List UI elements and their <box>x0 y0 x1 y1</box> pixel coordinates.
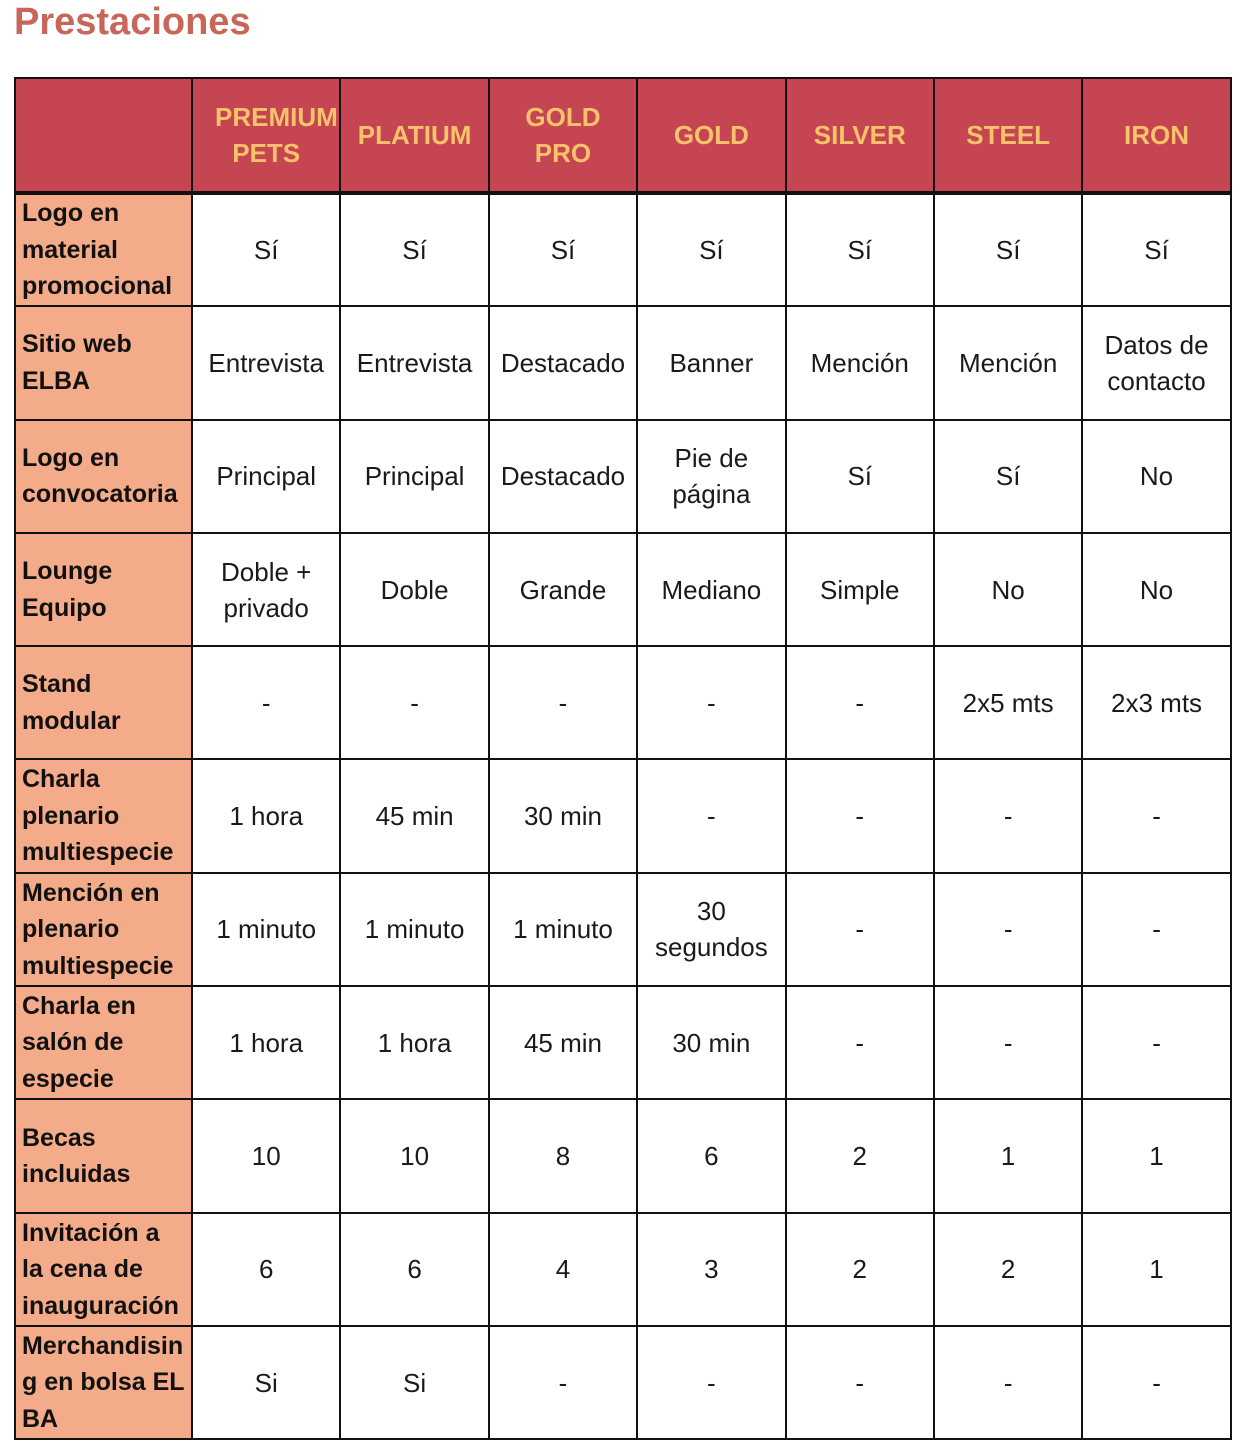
row-label-stand: Stand modular <box>15 646 192 759</box>
row-label-sitio-web: Sitio web ELBA <box>15 306 192 419</box>
table-cell: 6 <box>192 1213 340 1326</box>
table-cell: Sí <box>192 193 340 306</box>
table-row <box>15 759 1231 872</box>
table-cell: 1 minuto <box>489 873 637 986</box>
benefits-table <box>14 77 1232 1440</box>
row-label-logo-material: Logo en material promocional <box>15 193 192 306</box>
header-corner-cell <box>15 78 192 193</box>
table-cell: 30 min <box>489 759 637 872</box>
table-cell: Doble + privado <box>192 533 340 646</box>
table-cell: - <box>340 646 488 759</box>
table-cell: Entrevista <box>340 306 488 419</box>
table-row <box>15 306 1231 419</box>
page-title: Prestaciones <box>14 1 251 43</box>
table-cell: Destacado <box>489 420 637 533</box>
table-cell: 45 min <box>489 986 637 1099</box>
table-cell: Banner <box>637 306 785 419</box>
table-cell: Mención <box>786 306 934 419</box>
tier-header-silver: SILVER <box>786 78 934 193</box>
table-cell: Doble <box>340 533 488 646</box>
table-cell: 6 <box>340 1213 488 1326</box>
table-cell: 30 segundos <box>637 873 785 986</box>
table-cell: Sí <box>786 193 934 306</box>
table-cell: Entrevista <box>192 306 340 419</box>
table-cell: - <box>1082 873 1230 986</box>
row-label-logo-convocatoria: Logo en convocatoria <box>15 420 192 533</box>
tier-header-gold-pro: GOLD PRO <box>489 78 637 193</box>
table-cell: - <box>786 759 934 872</box>
table-cell: 1 minuto <box>340 873 488 986</box>
table-cell: - <box>1082 986 1230 1099</box>
table-cell: 30 min <box>637 986 785 1099</box>
tier-header-steel: STEEL <box>934 78 1082 193</box>
table-row <box>15 420 1231 533</box>
table-cell: - <box>1082 1326 1230 1439</box>
table-row <box>15 873 1231 986</box>
table-cell: 2 <box>786 1213 934 1326</box>
table-cell: 3 <box>637 1213 785 1326</box>
table-cell: - <box>934 873 1082 986</box>
table-cell: Datos de contacto <box>1082 306 1230 419</box>
tier-header-gold: GOLD <box>637 78 785 193</box>
table-cell: - <box>489 1326 637 1439</box>
row-label-merchandising: Merchandising en bolsa ELBA <box>15 1326 192 1439</box>
table-row <box>15 533 1231 646</box>
table-cell: 6 <box>637 1099 785 1212</box>
table-cell: Pie de página <box>637 420 785 533</box>
table-cell: Sí <box>934 420 1082 533</box>
table-cell: - <box>192 646 340 759</box>
table-cell: - <box>1082 759 1230 872</box>
table-cell: Simple <box>786 533 934 646</box>
table-cell: 4 <box>489 1213 637 1326</box>
table-cell: 2 <box>934 1213 1082 1326</box>
table-row <box>15 193 1231 306</box>
table-cell: - <box>934 759 1082 872</box>
tier-header-iron: IRON <box>1082 78 1230 193</box>
row-label-lounge: Lounge Equipo <box>15 533 192 646</box>
table-cell: - <box>637 1326 785 1439</box>
table-row <box>15 1099 1231 1212</box>
table-cell: Mediano <box>637 533 785 646</box>
row-label-becas: Becas incluidas <box>15 1099 192 1212</box>
table-cell: Si <box>192 1326 340 1439</box>
table-cell: 1 <box>934 1099 1082 1212</box>
table-cell: Sí <box>786 420 934 533</box>
table-row <box>15 1326 1231 1439</box>
table-header-row <box>15 78 1231 193</box>
table-cell: 2x3 mts <box>1082 646 1230 759</box>
row-label-charla-plenario: Charla plenario multiespecie <box>15 759 192 872</box>
table-cell: - <box>637 646 785 759</box>
table-cell: No <box>934 533 1082 646</box>
table-cell: 10 <box>340 1099 488 1212</box>
table-cell: Sí <box>340 193 488 306</box>
table-row <box>15 646 1231 759</box>
table-cell: Principal <box>340 420 488 533</box>
table-cell: 1 hora <box>192 759 340 872</box>
table-cell: - <box>489 646 637 759</box>
table-cell: Si <box>340 1326 488 1439</box>
table-cell: - <box>786 873 934 986</box>
table-cell: Destacado <box>489 306 637 419</box>
row-label-invitacion-cena: Invitación a la cena de inauguración <box>15 1213 192 1326</box>
table-cell: - <box>637 759 785 872</box>
table-cell: 1 <box>1082 1099 1230 1212</box>
table-cell: 1 <box>1082 1213 1230 1326</box>
table-cell: 1 minuto <box>192 873 340 986</box>
tier-header-premium-pets: PREMIUM PETS <box>192 78 340 193</box>
table-cell: Principal <box>192 420 340 533</box>
table-cell: No <box>1082 420 1230 533</box>
table-cell: - <box>934 1326 1082 1439</box>
table-cell: 10 <box>192 1099 340 1212</box>
table-cell: Mención <box>934 306 1082 419</box>
table-cell: - <box>934 986 1082 1099</box>
row-label-charla-salon: Charla en salón de especie <box>15 986 192 1099</box>
table-cell: Grande <box>489 533 637 646</box>
table-cell: Sí <box>489 193 637 306</box>
table-row <box>15 1213 1231 1326</box>
table-cell: 2x5 mts <box>934 646 1082 759</box>
row-label-mencion-plenario: Mención en plenario multiespecie <box>15 873 192 986</box>
table-cell: Sí <box>1082 193 1230 306</box>
table-cell: 8 <box>489 1099 637 1212</box>
table-cell: - <box>786 986 934 1099</box>
table-cell: 1 hora <box>340 986 488 1099</box>
table-cell: No <box>1082 533 1230 646</box>
table-cell: Sí <box>934 193 1082 306</box>
table-cell: Sí <box>637 193 785 306</box>
table-row <box>15 986 1231 1099</box>
table-cell: 2 <box>786 1099 934 1212</box>
table-cell: - <box>786 1326 934 1439</box>
table-cell: - <box>786 646 934 759</box>
table-cell: 1 hora <box>192 986 340 1099</box>
tier-header-platium: PLATIUM <box>340 78 488 193</box>
table-cell: 45 min <box>340 759 488 872</box>
